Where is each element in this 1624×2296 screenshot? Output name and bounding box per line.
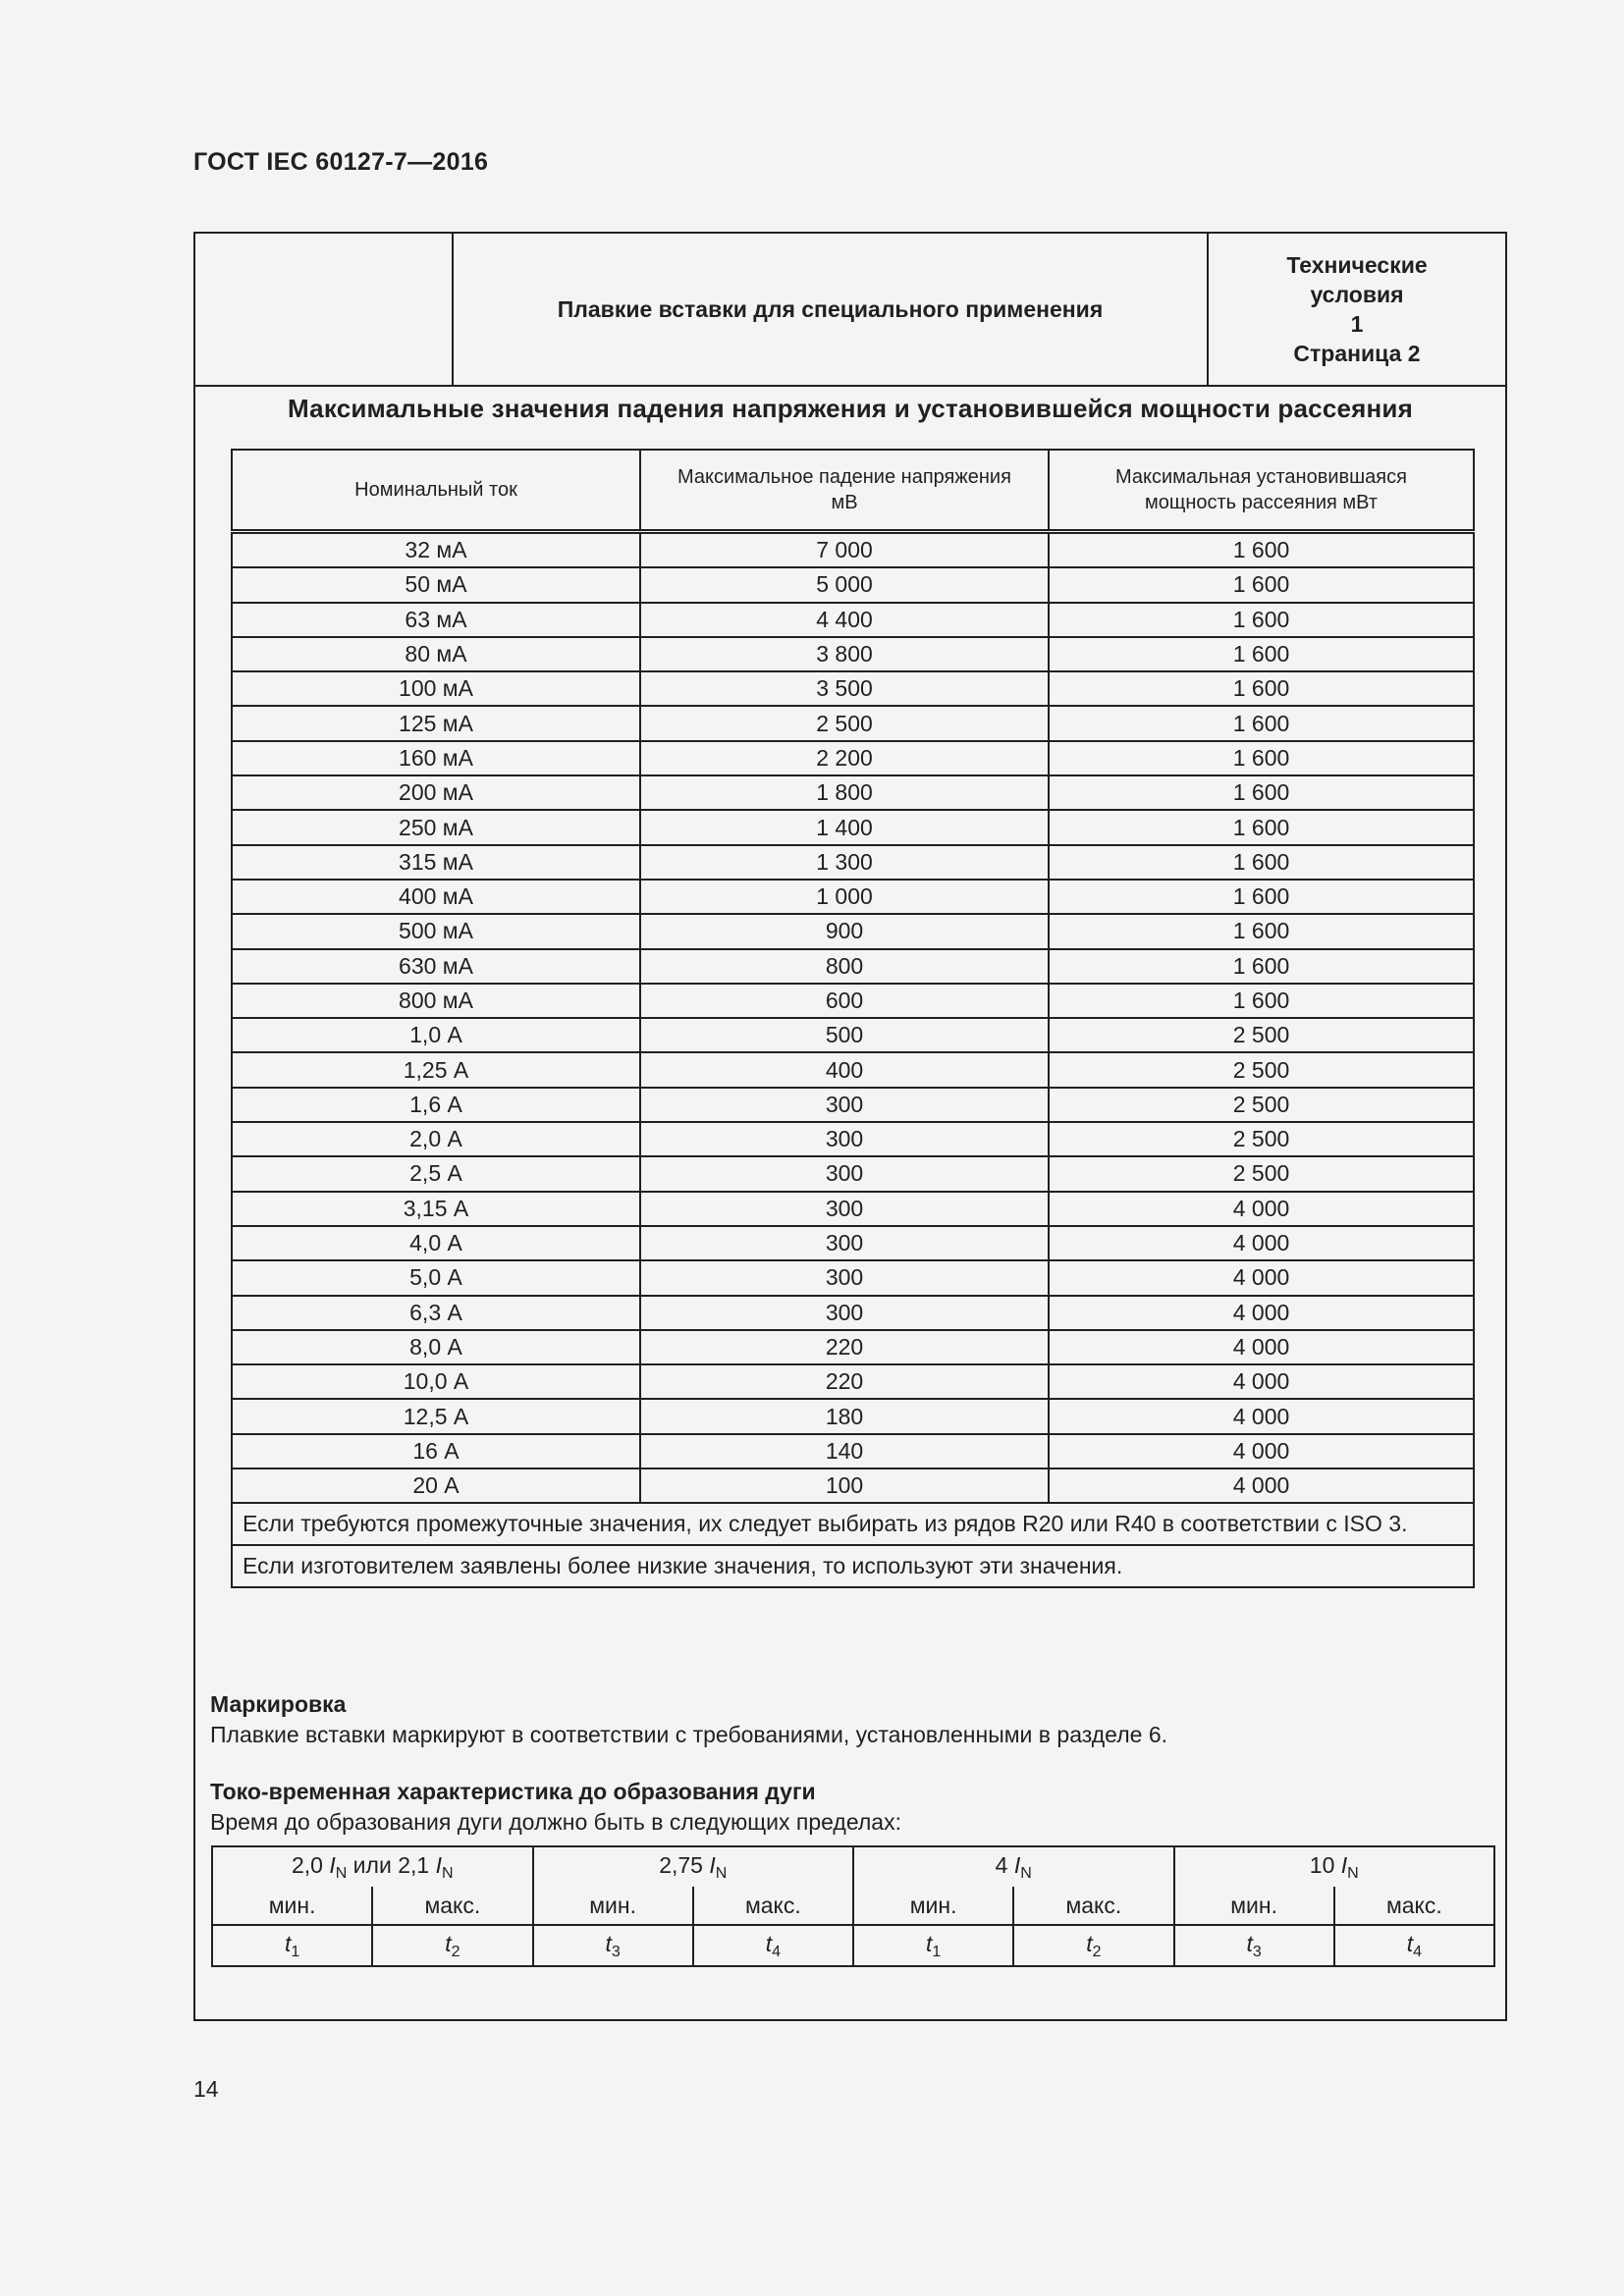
table-row [232, 1226, 1474, 1260]
time-symbol: t [1406, 1930, 1414, 1956]
power-dissipation-cell: 1 600 [1049, 741, 1474, 775]
power-dissipation-cell: 1 600 [1049, 637, 1474, 671]
rated-current-subscript: N [1347, 1864, 1359, 1882]
multiple-prefix: 2,75 [659, 1851, 710, 1878]
rated-current-cell: 3,15 А [232, 1192, 640, 1226]
table-row [232, 603, 1474, 637]
power-dissipation-cell: 2 500 [1049, 1122, 1474, 1156]
time-symbol: t [765, 1930, 773, 1956]
power-dissipation-cell: 1 600 [1049, 949, 1474, 984]
voltage-drop-cell: 1 000 [640, 880, 1049, 914]
multiple-alternative: или 2,1 [347, 1851, 436, 1878]
pre-arcing-section [210, 1777, 901, 1838]
power-dissipation-cell: 4 000 [1049, 1296, 1474, 1330]
rated-current-symbol: I [709, 1851, 716, 1878]
max-label: макс. [1334, 1887, 1494, 1925]
voltage-drop-cell: 7 000 [640, 532, 1049, 568]
table-row [232, 1399, 1474, 1433]
table-row [232, 1468, 1474, 1503]
table-row [232, 845, 1474, 880]
table-row [232, 532, 1474, 568]
note-row [232, 1503, 1474, 1545]
rated-current-symbol: I [1340, 1851, 1348, 1878]
voltage-drop-cell: 300 [640, 1226, 1049, 1260]
time-subscript: 3 [611, 1943, 621, 1960]
table-row [232, 1122, 1474, 1156]
voltage-drop-cell: 600 [640, 984, 1049, 1018]
voltage-drop-cell: 300 [640, 1192, 1049, 1226]
voltage-drop-cell: 5 000 [640, 567, 1049, 602]
current-multiple-cell [853, 1846, 1174, 1887]
table-row [232, 706, 1474, 740]
rated-current-cell: 1,6 А [232, 1088, 640, 1122]
power-dissipation-cell: 4 000 [1049, 1399, 1474, 1433]
power-dissipation-cell: 1 600 [1049, 706, 1474, 740]
voltage-drop-cell: 300 [640, 1260, 1049, 1295]
power-dissipation-cell: 1 600 [1049, 984, 1474, 1018]
current-multiple-row [212, 1846, 1494, 1887]
rated-current-cell: 2,0 А [232, 1122, 640, 1156]
rated-current-cell: 50 мА [232, 567, 640, 602]
time-subscript: 2 [1092, 1943, 1102, 1960]
table-row [232, 1330, 1474, 1364]
power-dissipation-cell: 1 600 [1049, 810, 1474, 844]
power-dissipation-cell: 4 000 [1049, 1434, 1474, 1468]
document-code: ГОСТ IEC 60127-7—2016 [193, 148, 489, 176]
table-row [232, 810, 1474, 844]
spec-line-2: условия [1310, 282, 1404, 307]
voltage-drop-cell: 2 200 [640, 741, 1049, 775]
min-label: мин. [533, 1887, 693, 1925]
min-label: мин. [212, 1887, 372, 1925]
rated-current-subscript: N [1020, 1864, 1032, 1882]
time-subscript: 4 [772, 1943, 782, 1960]
table-row [232, 1052, 1474, 1087]
table-row [232, 1364, 1474, 1399]
rated-current-cell: 20 А [232, 1468, 640, 1503]
voltage-drop-cell: 300 [640, 1296, 1049, 1330]
time-symbol-cell [533, 1925, 693, 1966]
time-symbol: t [445, 1930, 452, 1956]
rated-current-cell: 4,0 А [232, 1226, 640, 1260]
table-row [232, 1296, 1474, 1330]
table-row [232, 880, 1474, 914]
rated-current-cell: 250 мА [232, 810, 640, 844]
voltage-drop-cell: 220 [640, 1330, 1049, 1364]
voltage-drop-cell: 500 [640, 1018, 1049, 1052]
rated-current-symbol: I [1013, 1851, 1021, 1878]
current-multiple-cell [1174, 1846, 1495, 1887]
col-power-dissipation-header [1049, 450, 1474, 532]
time-symbol-cell [1174, 1925, 1334, 1966]
rated-current-cell: 200 мА [232, 775, 640, 810]
rated-current-cell: 8,0 А [232, 1330, 640, 1364]
voltage-drop-cell: 1 800 [640, 775, 1049, 810]
time-symbol-cell [853, 1925, 1013, 1966]
max-label: макс. [693, 1887, 853, 1925]
power-dissipation-cell: 1 600 [1049, 845, 1474, 880]
voltage-drop-cell: 400 [640, 1052, 1049, 1087]
note-lower-values: Если изготовителем заявлены более низкие значения, то используют эти значения. [232, 1545, 1474, 1587]
rated-current-cell: 315 мА [232, 845, 640, 880]
rated-current-subscript: N [441, 1864, 454, 1882]
power-dissipation-cell: 4 000 [1049, 1192, 1474, 1226]
time-subscript: 1 [932, 1943, 942, 1960]
page-number: 14 [193, 2076, 219, 2102]
multiple-prefix: 10 [1309, 1851, 1341, 1878]
header-left-cell [195, 234, 454, 385]
voltage-drop-cell: 3 500 [640, 671, 1049, 706]
header-title: Плавкие вставки для специального применения [454, 234, 1209, 385]
table-row [232, 741, 1474, 775]
time-symbol-row [212, 1925, 1494, 1966]
power-dissipation-cell: 1 600 [1049, 532, 1474, 568]
power-dissipation-cell: 2 500 [1049, 1018, 1474, 1052]
time-symbol-cell [212, 1925, 372, 1966]
max-label: макс. [1013, 1887, 1173, 1925]
spec-line-4: Страница 2 [1293, 341, 1421, 366]
rated-current-cell: 63 мА [232, 603, 640, 637]
voltage-drop-cell: 140 [640, 1434, 1049, 1468]
col-voltage-drop-line2: мВ [831, 492, 858, 513]
min-label: мин. [853, 1887, 1013, 1925]
time-symbol-cell [372, 1925, 532, 1966]
power-dissipation-cell: 1 600 [1049, 914, 1474, 948]
power-dissipation-cell: 4 000 [1049, 1330, 1474, 1364]
specification-sheet [193, 232, 1507, 2021]
rated-current-cell: 80 мА [232, 637, 640, 671]
power-dissipation-cell: 1 600 [1049, 603, 1474, 637]
marking-section [210, 1689, 1167, 1750]
rated-current-cell: 160 мА [232, 741, 640, 775]
voltage-drop-cell: 220 [640, 1364, 1049, 1399]
min-max-row [212, 1887, 1494, 1925]
rated-current-subscript: N [715, 1864, 728, 1882]
col-voltage-drop-line1: Максимальное падение напряжения [677, 466, 1011, 488]
rated-current-subscript: N [335, 1864, 348, 1882]
current-multiple-cell [533, 1846, 854, 1887]
voltage-drop-cell: 3 800 [640, 637, 1049, 671]
power-dissipation-cell: 2 500 [1049, 1156, 1474, 1191]
time-symbol: t [605, 1930, 612, 1956]
voltage-drop-cell: 300 [640, 1156, 1049, 1191]
power-dissipation-cell: 4 000 [1049, 1260, 1474, 1295]
section-title: Максимальные значения падения напряжения и установившейся мощности рассеяния [288, 394, 1413, 423]
table-row [232, 1260, 1474, 1295]
time-subscript: 3 [1252, 1943, 1262, 1960]
power-dissipation-cell: 1 600 [1049, 567, 1474, 602]
table-row [232, 637, 1474, 671]
spec-line-3: 1 [1350, 311, 1364, 337]
current-multiple-cell [212, 1846, 533, 1887]
power-dissipation-cell: 4 000 [1049, 1364, 1474, 1399]
voltage-drop-cell: 100 [640, 1468, 1049, 1503]
time-symbol: t [925, 1930, 933, 1956]
voltage-drop-cell: 300 [640, 1088, 1049, 1122]
table-row [232, 1156, 1474, 1191]
rated-current-cell: 630 мА [232, 949, 640, 984]
rated-current-cell: 400 мА [232, 880, 640, 914]
voltage-drop-cell: 4 400 [640, 603, 1049, 637]
table-row [232, 1434, 1474, 1468]
voltage-drop-cell: 1 400 [640, 810, 1049, 844]
power-dissipation-cell: 2 500 [1049, 1052, 1474, 1087]
table-row [232, 775, 1474, 810]
rated-current-cell: 1,0 А [232, 1018, 640, 1052]
voltage-table-header-row [232, 450, 1474, 532]
table-row [232, 1192, 1474, 1226]
pre-arcing-time-table [211, 1845, 1495, 1967]
voltage-drop-cell: 800 [640, 949, 1049, 984]
rated-current-cell: 6,3 А [232, 1296, 640, 1330]
pre-arcing-text: Время до образования дуги должно быть в следующих пределах: [210, 1809, 901, 1835]
min-label: мин. [1174, 1887, 1334, 1925]
note-intermediate-values: Если требуются промежуточные значения, их следует выбирать из рядов R20 или R40 в соответствии с ISO 3. [232, 1503, 1474, 1545]
multiple-prefix: 2,0 [291, 1851, 330, 1878]
rated-current-cell: 32 мА [232, 532, 640, 568]
header-spec-cell [1209, 234, 1505, 385]
voltage-drop-cell: 180 [640, 1399, 1049, 1433]
col-power-line1: Максимальная установившаяся [1115, 466, 1407, 488]
table-row [232, 949, 1474, 984]
rated-current-cell: 125 мА [232, 706, 640, 740]
rated-current-cell: 1,25 А [232, 1052, 640, 1087]
voltage-drop-table [231, 449, 1475, 1588]
power-dissipation-cell: 4 000 [1049, 1468, 1474, 1503]
max-label: макс. [372, 1887, 532, 1925]
table-row [232, 984, 1474, 1018]
marking-heading: Маркировка [210, 1691, 347, 1717]
time-subscript: 2 [451, 1943, 460, 1960]
voltage-drop-cell: 900 [640, 914, 1049, 948]
rated-current-cell: 10,0 А [232, 1364, 640, 1399]
rated-current-cell: 5,0 А [232, 1260, 640, 1295]
voltage-drop-cell: 2 500 [640, 706, 1049, 740]
pre-arcing-heading: Токо-временная характеристика до образования дуги [210, 1779, 816, 1804]
table-row [232, 567, 1474, 602]
table-row [232, 1088, 1474, 1122]
power-dissipation-cell: 1 600 [1049, 880, 1474, 914]
time-subscript: 4 [1413, 1943, 1423, 1960]
power-dissipation-cell: 2 500 [1049, 1088, 1474, 1122]
multiple-prefix: 4 [995, 1851, 1014, 1878]
rated-current-cell: 16 А [232, 1434, 640, 1468]
time-symbol: t [1246, 1930, 1253, 1956]
col-voltage-drop-header [640, 450, 1049, 532]
sheet-header [195, 234, 1505, 387]
note-row [232, 1545, 1474, 1587]
table-row [232, 671, 1474, 706]
table-row [232, 1018, 1474, 1052]
power-dissipation-cell: 1 600 [1049, 775, 1474, 810]
col-power-line2: мощность рассеяния мВт [1144, 492, 1379, 513]
rated-current-symbol: I [329, 1851, 336, 1878]
time-symbol-cell [693, 1925, 853, 1966]
table-row [232, 914, 1474, 948]
rated-current-cell: 2,5 А [232, 1156, 640, 1191]
voltage-table-body [232, 532, 1474, 1504]
time-symbol-cell [1013, 1925, 1173, 1966]
rated-current-cell: 800 мА [232, 984, 640, 1018]
rated-current-cell: 500 мА [232, 914, 640, 948]
time-symbol: t [284, 1930, 292, 1956]
power-dissipation-cell: 1 600 [1049, 671, 1474, 706]
time-subscript: 1 [291, 1943, 300, 1960]
voltage-drop-cell: 300 [640, 1122, 1049, 1156]
time-symbol-cell [1334, 1925, 1494, 1966]
rated-current-cell: 100 мА [232, 671, 640, 706]
power-dissipation-cell: 4 000 [1049, 1226, 1474, 1260]
marking-text: Плавкие вставки маркируют в соответствии с требованиями, установленными в разделе 6. [210, 1722, 1167, 1747]
voltage-drop-cell: 1 300 [640, 845, 1049, 880]
time-symbol: t [1086, 1930, 1093, 1956]
rated-current-cell: 12,5 А [232, 1399, 640, 1433]
col-rated-current-header: Номинальный ток [232, 450, 640, 532]
rated-current-symbol: I [435, 1851, 442, 1878]
spec-line-1: Технические [1286, 252, 1428, 278]
